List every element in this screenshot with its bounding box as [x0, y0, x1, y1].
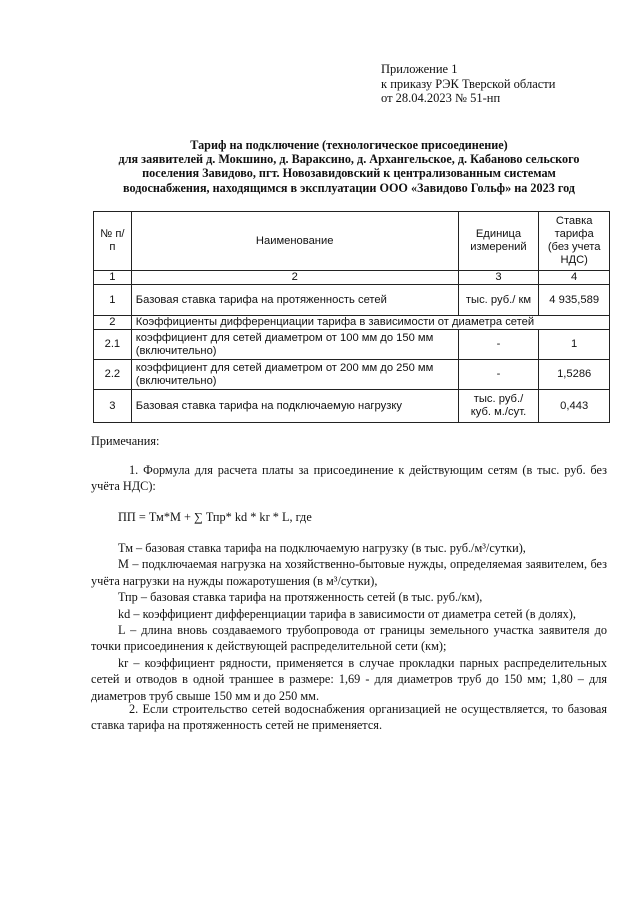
row-num: 3: [94, 390, 132, 423]
row-name: коэффициент для сетей диаметром от 100 мм до 150 мм (включительно): [131, 330, 458, 360]
title-line-3: поселения Завидово, пгт. Новозавидовский к централизованным системам: [142, 166, 556, 181]
header-rate: Ставка тарифа (без учета НДС): [539, 212, 610, 271]
header-unit: Единица измерений: [458, 212, 539, 271]
table-index-row: [94, 271, 610, 285]
row-rate: 1: [539, 330, 610, 360]
header-num: № п/п: [94, 212, 132, 271]
definition-item: kd – коэффициент дифференциации тарифа в зависимости от диаметра сетей (в долях),: [118, 606, 576, 621]
row-rate: 0,443: [539, 390, 610, 423]
row-unit: тыс. руб./ куб. м./сут.: [458, 390, 539, 423]
index-cell: 4: [539, 271, 610, 285]
appendix-line-3: от 28.04.2023 № 51-нп: [381, 91, 501, 105]
row-rate: 1,5286: [539, 360, 610, 390]
row-name: Базовая ставка тарифа на протяженность сетей: [131, 285, 458, 316]
header-name: Наименование: [131, 212, 458, 271]
definition-item: Тпр – базовая ставка тарифа на протяженность сетей (в тыс. руб./км),: [118, 590, 483, 605]
definition-item: kr – коэффициент рядности, применяется в случае прокладки парных распределительных сетей и отводов в одной траншее в размере: 1,69 - для диаметров труб до 150 мм; 1,80 – для диаметров труб свыше 150 мм и до 250 мм.: [91, 655, 607, 703]
row-num: 1: [94, 285, 132, 316]
definition-item: L – длина вновь создаваемого трубопровода от границы земельного участка заявителя до точки присоединения к действующей распределительной сети (км);: [91, 623, 607, 654]
title-line-1: Тариф на подключение (технологическое присоединение): [190, 138, 508, 152]
index-cell: 1: [94, 271, 132, 285]
note-paragraph-2: 2. Если строительство сетей водоснабжения организацией не осуществляется, то базовая ставка тарифа на протяженность сетей не применяется.: [91, 702, 607, 733]
definitions-block: [91, 540, 607, 704]
formula: ПП = Тм*М + ∑ Тпр* kd * kr * L, где: [118, 510, 312, 524]
table-row: [94, 285, 610, 316]
row-name: Базовая ставка тарифа на подключаемую нагрузку: [131, 390, 458, 423]
index-cell: 2: [131, 271, 458, 285]
row-unit: тыс. руб./ км: [458, 285, 539, 316]
row-name: Коэффициенты дифференциации тарифа в зависимости от диаметра сетей: [131, 316, 609, 330]
title-line-4: водоснабжения, находящимся в эксплуатации ООО «Завидово Гольф» на 2023 год: [123, 180, 575, 195]
row-unit: -: [458, 360, 539, 390]
table-row: [94, 390, 610, 423]
row-num: 2.2: [94, 360, 132, 390]
definition-item: М – подключаемая нагрузка на хозяйственно-бытовые нужды, определяемая заявителем, без учёта нагрузки на нужды пожаротушения (в м³/сутки),: [91, 557, 607, 588]
document-title: [84, 138, 614, 195]
appendix-line-2: к приказу РЭК Тверской области: [381, 76, 556, 91]
row-unit: -: [458, 330, 539, 360]
row-num: 2.1: [94, 330, 132, 360]
index-cell: 3: [458, 271, 539, 285]
table-header-row: [94, 212, 610, 271]
tariff-table: [93, 211, 610, 423]
row-name: коэффициент для сетей диаметром от 200 мм до 250 мм (включительно): [131, 360, 458, 390]
note-paragraph-1: 1. Формула для расчета платы за присоединение к действующим сетям (в тыс. руб. без учёта НДС):: [91, 463, 607, 494]
row-num: 2: [94, 316, 132, 330]
definition-item: Тм – базовая ставка тарифа на подключаемую нагрузку (в тыс. руб./м³/сутки),: [118, 541, 526, 555]
table-row: [94, 316, 610, 330]
table-row: [94, 360, 610, 390]
appendix-line-1: Приложение 1: [381, 62, 458, 76]
table-row: [94, 330, 610, 360]
appendix-block: [381, 62, 555, 106]
notes-heading: Примечания:: [91, 434, 160, 448]
title-line-2: для заявителей д. Мокшино, д. Вараксино, д. Архангельское, д. Кабаново сельского: [118, 152, 580, 167]
row-rate: 4 935,589: [539, 285, 610, 316]
